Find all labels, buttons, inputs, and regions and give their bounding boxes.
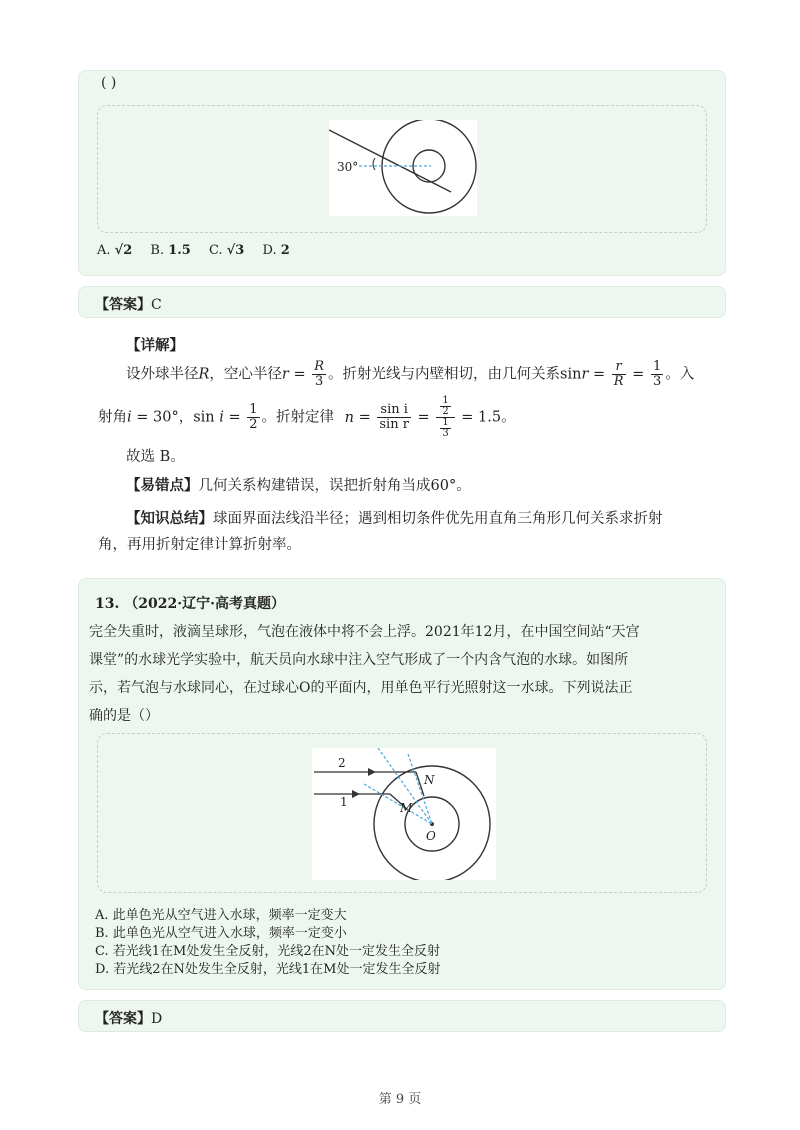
ray-1-label: 1 xyxy=(340,795,348,809)
option-d-label: D. xyxy=(262,243,277,258)
ray-2-label: 2 xyxy=(338,756,346,770)
question-12-stem-tail: ( ) xyxy=(101,75,117,91)
fraction-sin-i-over-sin-r: $\frac{\text{sin i}}{\text{sin r}}$ xyxy=(379,402,409,432)
option-a-value: √2 xyxy=(114,243,133,258)
question-12-figure xyxy=(329,120,477,216)
question-12-answer-card xyxy=(78,286,726,318)
point-M-label: M xyxy=(400,801,413,815)
fraction-1-over-3: $\frac{1}{3}$ xyxy=(652,359,662,389)
option-c-label: C. xyxy=(209,243,223,258)
ray-2-refracted xyxy=(416,772,424,796)
answer-12 xyxy=(95,294,162,314)
explanation-conclusion: 故选 B。 xyxy=(126,449,185,465)
question-13-option-d: D. 若光线2在N处发生全反射，光线1在M处一定发生全反射 xyxy=(95,962,441,977)
knowledge-summary-line-1: 【知识总结】球面界面法线沿半径；遇到相切条件优先用直角三角形几何关系求折射 xyxy=(126,510,663,527)
fraction-r-over-R: $\frac{r}{R}$ xyxy=(613,359,624,389)
page-number: 第 9 页 xyxy=(378,1092,422,1107)
question-13-stem-line-1: 完全失重时，液滴呈球形，气泡在液体中将不会上浮。2021年12月，在中国空间站“天宫 xyxy=(89,624,640,640)
option-b-label: B. xyxy=(150,243,165,258)
question-13-option-b: B. 此单色光从空气进入水球，频率一定变小 xyxy=(95,926,347,941)
question-13-stem-line-3: 示，若气泡与水球同心，在过球心O的平面内，用单色平行光照射这一水球。下列说法正 xyxy=(89,680,633,696)
knowledge-summary-line-2: 角，再用折射定律计算折射率。 xyxy=(98,537,301,553)
fraction-half-over-third: $\frac{\frac{1}{2}}{\frac{1}{3}}$ xyxy=(436,396,454,439)
angle-label: 30° xyxy=(337,160,359,174)
question-13-figure-box xyxy=(97,733,707,893)
explanation-tag: 【详解】 xyxy=(126,337,184,354)
point-N-label: N xyxy=(424,773,435,787)
option-a-label: A. xyxy=(97,243,111,258)
question-13-option-c: C. 若光线1在M处发生全反射，光线2在N处一定发生全反射 xyxy=(95,944,440,959)
option-c-value: √3 xyxy=(226,243,245,258)
question-13-header xyxy=(95,593,285,613)
answer-tag: 【答案】 xyxy=(95,1011,151,1027)
answer-13 xyxy=(95,1008,162,1028)
answer-value: D xyxy=(151,1011,163,1027)
error-point: 【易错点】几何关系构建错误，误把折射角当成60°。 xyxy=(126,477,471,494)
fraction-1-over-2: $\frac{1}{2}$ xyxy=(249,402,258,432)
question-13-option-a: A. 此单色光从空气进入水球，频率一定变大 xyxy=(95,908,347,923)
angle-arc xyxy=(373,158,375,170)
question-13-source: （2022·辽宁·高考真题） xyxy=(124,596,285,612)
explanation-line-1: 设外球半径R，空心半径r = $\frac{R}{3}$ 。折射光线与内壁相切，由几何关系sinr = $\frac{r}{R}$ = $\frac{1}{3}$ 。入 xyxy=(126,359,695,389)
question-13-answer-card xyxy=(78,1000,726,1032)
question-12-card xyxy=(78,70,726,276)
ray-2-arrow xyxy=(368,768,376,776)
refraction-sphere-diagram xyxy=(329,120,477,216)
question-13-card xyxy=(78,578,726,990)
ray-1-arrow xyxy=(352,790,360,798)
option-d-value: 2 xyxy=(280,243,290,258)
explanation-line-2: 射角i = 30°，sin i = $\frac{1}{2}$ 。折射定律 n = $\frac{\text{sin i}}{\text{sin r}}$ = $\frac{\frac{1}{2}}{\frac{1}{3}}$ = 1.5。 xyxy=(98,395,516,439)
answer-tag: 【答案】 xyxy=(95,297,151,313)
question-12-options xyxy=(97,243,290,258)
fraction-R-over-3: $\frac{R}{3}$ xyxy=(314,359,325,389)
question-13-stem-line-4: 确的是（） xyxy=(89,708,159,724)
question-13-stem-line-2: 课堂”的水球光学实验中，航天员向水球中注入空气形成了一个内含气泡的水球。如图所 xyxy=(89,652,629,668)
question-13-figure xyxy=(312,748,496,880)
answer-value: C xyxy=(151,297,162,313)
question-12-figure-box xyxy=(97,105,707,233)
water-ball-diagram xyxy=(312,748,496,880)
question-13-number: 13. xyxy=(95,596,120,612)
point-O-label: O xyxy=(426,829,436,843)
option-b-value: 1.5 xyxy=(168,243,191,258)
